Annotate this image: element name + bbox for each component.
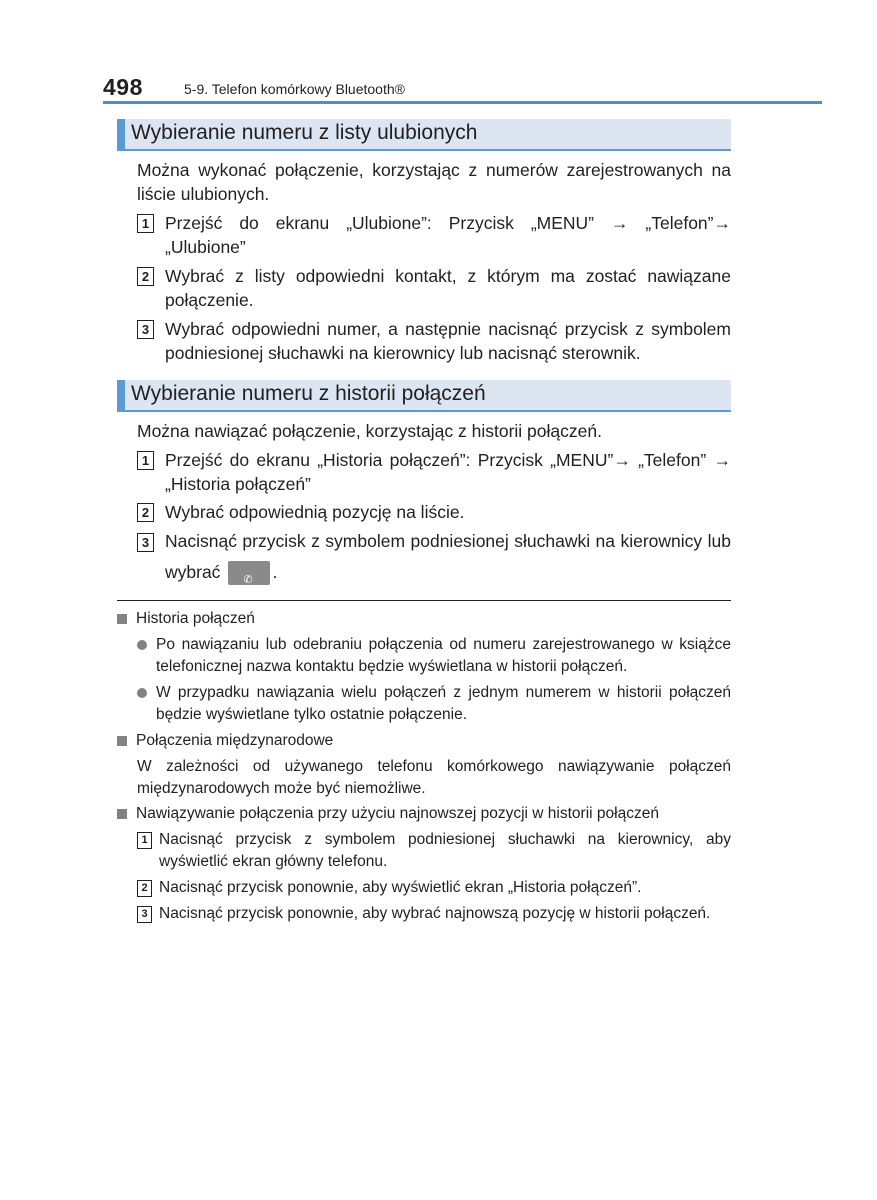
section-intro: Można nawiązać połączenie, korzystając z historii połączeń. xyxy=(137,421,602,441)
step-item xyxy=(137,211,731,261)
step-number: 3 xyxy=(137,533,154,552)
phone-button-icon: ✆ xyxy=(228,561,270,585)
square-bullet-icon xyxy=(117,809,127,819)
step-number: 1 xyxy=(137,214,154,233)
step-number: 2 xyxy=(137,503,154,522)
step-item xyxy=(137,530,731,590)
page-number: 498 xyxy=(103,74,143,100)
page-header xyxy=(103,74,823,104)
notes-divider xyxy=(117,600,731,601)
list-item: Po nawiązaniu lub odebraniu połączenia od numeru zarejestrowanego w książce telefonicznej nazwa kontaktu będzie wyświetlana w historii połączeń. xyxy=(137,634,731,680)
step-item: 3 Nacisnąć przycisk ponownie, aby wybrać najnowszą pozycję w historii połączeń. xyxy=(137,903,731,949)
section-heading-history xyxy=(117,380,731,412)
section-title: Wybieranie numeru z listy ulubionych xyxy=(131,121,478,144)
step-text: Przejść do ekranu „Ulubione”: Przycisk „MENU” → „Telefon”→ „Ulubione” xyxy=(165,213,731,257)
step-item: 1 Nacisnąć przycisk z symbolem podniesionej słuchawki na kierownicy, aby wyświetlić ekran główny telefonu. xyxy=(137,829,731,875)
list-item: W przypadku nawiązania wielu połączeń z jednym numerem w historii połączeń będzie wyświetlane tylko ostatnie połączenie. xyxy=(137,682,731,728)
step-number: 1 xyxy=(137,451,154,470)
step-text: Wybrać z listy odpowiedni kontakt, z którym ma zostać nawiązane połączenie. xyxy=(165,266,731,310)
step-number: 3 xyxy=(137,906,152,923)
step-text: Przejść do ekranu „Historia połączeń”: Przycisk „MENU”→ „Telefon” → „Historia połączeń” xyxy=(165,450,731,494)
step-item xyxy=(137,317,731,367)
square-bullet-icon xyxy=(117,736,127,746)
step-text: Wybrać odpowiednią pozycję na liście. xyxy=(165,502,465,522)
circle-bullet-icon xyxy=(137,688,147,698)
section-intro: Można wykonać połączenie, korzystając z numerów zarejestrowanych na liście ulubionych. xyxy=(137,160,731,204)
step-text: Wybrać odpowiedni numer, a następnie nacisnąć przycisk z symbolem podniesionej słuchawki na kierownicy lub nacisnąć sterownik. xyxy=(165,319,731,363)
step-item xyxy=(137,264,731,314)
step-number: 3 xyxy=(137,320,154,339)
step-item: 2 Nacisnąć przycisk ponownie, aby wyświetlić ekran „Historia połączeń”. xyxy=(137,877,731,901)
header-rule xyxy=(103,101,822,104)
step-number: 2 xyxy=(137,267,154,286)
circle-bullet-icon xyxy=(137,640,147,650)
chapter-title: 5-9. Telefon komórkowy Bluetooth® xyxy=(184,81,405,97)
step-text: Nacisnąć przycisk z symbolem podniesionej słuchawki na kierownicy lub wybrać ✆ . xyxy=(165,531,731,587)
section-heading-favorites xyxy=(117,119,731,151)
step-item xyxy=(137,500,731,526)
step-item xyxy=(137,448,731,498)
square-bullet-icon xyxy=(117,614,127,624)
note-text: W zależności od używanego telefonu komórkowego nawiązywanie połączeń międzynarodowych może być niemożliwe. xyxy=(137,758,731,797)
step-number: 2 xyxy=(137,880,152,897)
step-number: 1 xyxy=(137,832,152,849)
section-title: Wybieranie numeru z historii połączeń xyxy=(131,382,486,405)
